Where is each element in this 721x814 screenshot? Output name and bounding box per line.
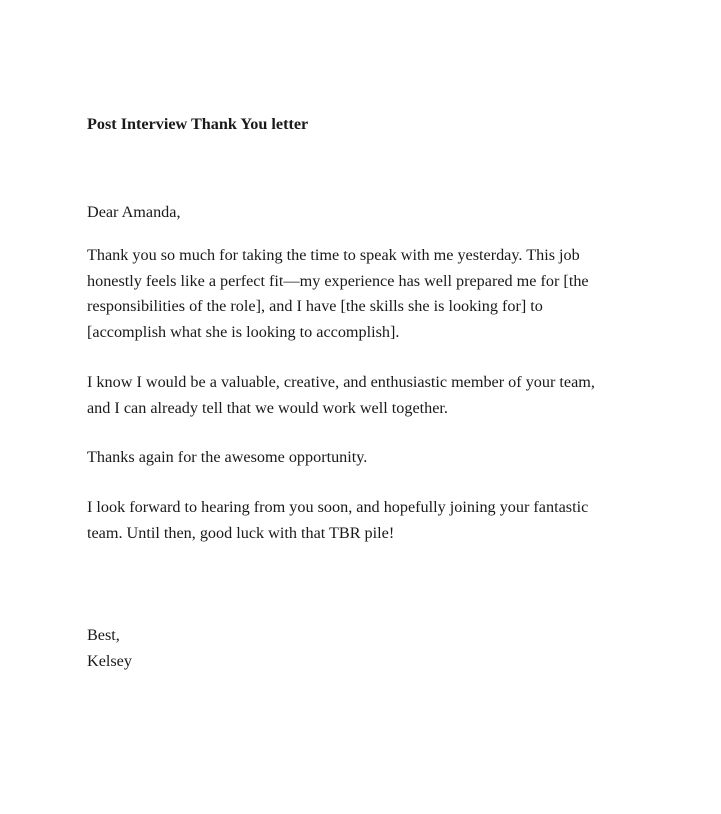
paragraph-value	[87, 370, 667, 421]
closing: Best,	[87, 626, 120, 644]
text-line: Thanks again for the awesome opportunity.	[87, 448, 368, 467]
paragraph-thanks	[87, 243, 667, 346]
signature: Kelsey	[87, 652, 132, 670]
letter-body	[87, 243, 667, 570]
paragraph-closing-remarks	[87, 495, 667, 546]
text-line: honestly feels like a perfect fit—my experience has well prepared me for [the	[87, 271, 589, 290]
text-line: responsibilities of the role], and I have [the skills she is looking for] to	[87, 297, 543, 316]
signoff	[87, 622, 132, 674]
text-line: I look forward to hearing from you soon, and hopefully joining your fantastic	[87, 497, 589, 516]
paragraph-thanks-again	[87, 445, 667, 471]
text-line: Thank you so much for taking the time to speak with me yesterday. This job	[87, 246, 580, 264]
letter-title: Post Interview Thank You letter	[87, 115, 309, 133]
text-line: I know I would be a valuable, creative, and enthusiastic member of your team,	[87, 372, 595, 391]
text-line: team. Until then, good luck with that TBR pile!	[87, 523, 395, 542]
text-line: [accomplish what she is looking to accomplish].	[87, 323, 400, 342]
salutation: Dear Amanda,	[87, 203, 181, 221]
text-line: and I can already tell that we would work well together.	[87, 398, 448, 417]
